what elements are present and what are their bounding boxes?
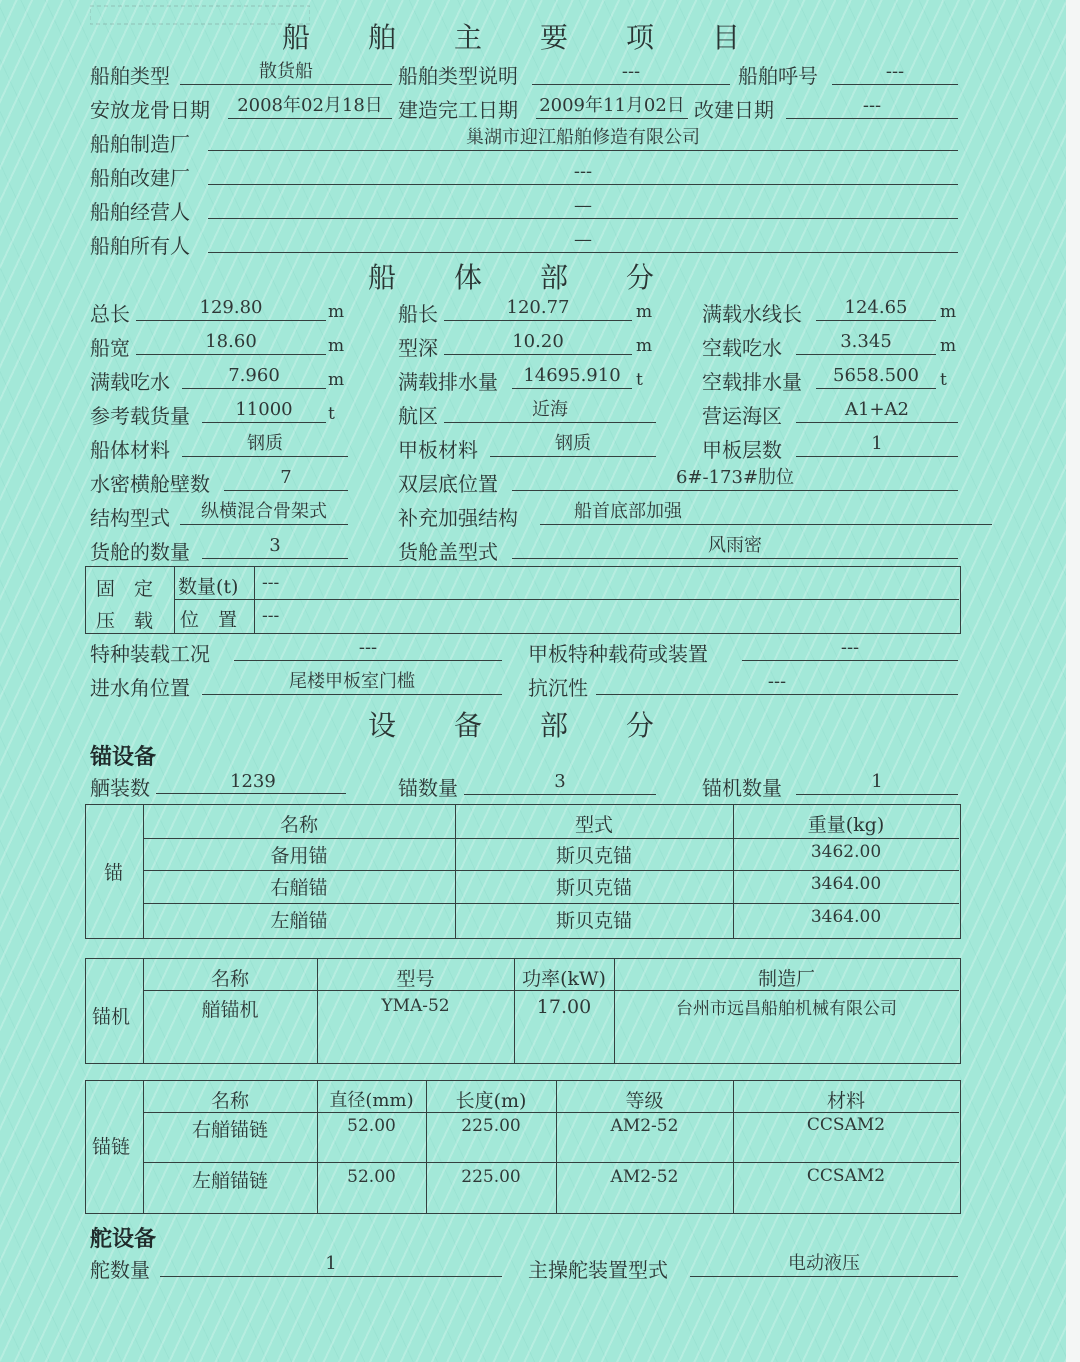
breadth-label: 船宽 bbox=[90, 336, 130, 360]
windlass-header-power: 功率(kW) bbox=[522, 968, 606, 990]
outfit-label: 舾装数 bbox=[90, 776, 150, 800]
light-draft-unit: m bbox=[940, 336, 957, 356]
chain-row-1-diameter: 52.00 bbox=[347, 1116, 396, 1136]
chain-table-side-label: 锚链 bbox=[92, 1136, 131, 1158]
light-draft-value: 3.345 bbox=[796, 330, 936, 355]
type-desc-value: --- bbox=[532, 60, 730, 85]
anchor-row-2-name: 右艏锚 bbox=[270, 877, 328, 899]
steering-label: 主操舵装置型式 bbox=[528, 1258, 668, 1282]
steering-value: 电动液压 bbox=[690, 1252, 958, 1277]
anchor-section-title: 锚设备 bbox=[90, 745, 157, 770]
ship-type-label: 船舶类型 bbox=[90, 64, 170, 88]
windlass-header-model: 型号 bbox=[396, 968, 435, 990]
hatch-value: 风雨密 bbox=[512, 534, 958, 559]
ballast-pos-label: 位 置 bbox=[180, 609, 238, 631]
complete-date-label: 建造完工日期 bbox=[398, 98, 518, 122]
rebuild-date-label: 改建日期 bbox=[694, 98, 774, 122]
type-desc-label: 船舶类型说明 bbox=[398, 64, 518, 88]
anchor-count-label: 锚数量 bbox=[398, 776, 458, 800]
ballast-pos-value: --- bbox=[262, 606, 280, 626]
holds-label: 货舱的数量 bbox=[90, 540, 190, 564]
windlass-header-name: 名称 bbox=[210, 968, 249, 990]
bulkheads-label: 水密横舱壁数 bbox=[90, 472, 210, 496]
structure-label: 结构型式 bbox=[90, 506, 170, 530]
anchor-header-weight: 重量(kg) bbox=[807, 814, 885, 836]
deck-special-label: 甲板特种载荷或装置 bbox=[528, 642, 708, 666]
light-disp-value: 5658.500 bbox=[816, 364, 936, 389]
windlass-table-side-label: 锚机 bbox=[92, 1006, 131, 1028]
rebuilder-label: 船舶改建厂 bbox=[90, 166, 190, 190]
lwl-value: 124.65 bbox=[816, 296, 936, 321]
owner-value: — bbox=[208, 228, 958, 253]
full-draft-label: 满载吃水 bbox=[90, 370, 170, 394]
rebuilder-value: --- bbox=[208, 160, 958, 185]
double-bottom-value: 6#-173#肋位 bbox=[512, 466, 958, 491]
chain-header-material: 材料 bbox=[826, 1090, 865, 1112]
anchor-table-side-label: 锚 bbox=[104, 862, 124, 884]
unsink-value: --- bbox=[596, 670, 958, 695]
anchor-row-1-name: 备用锚 bbox=[270, 845, 328, 867]
special-load-value: --- bbox=[234, 636, 502, 661]
cargo-label: 参考载货量 bbox=[90, 404, 190, 428]
chain-row-2-grade: AM2-52 bbox=[610, 1167, 679, 1187]
op-area-value: A1+A2 bbox=[796, 398, 958, 423]
windlass-row-1-name: 艏锚机 bbox=[201, 999, 259, 1021]
breadth-unit: m bbox=[328, 336, 345, 356]
operator-label: 船舶经营人 bbox=[90, 200, 190, 224]
light-disp-unit: t bbox=[940, 370, 947, 390]
windlass-row-1-power: 17.00 bbox=[536, 996, 592, 1018]
double-bottom-label: 双层底位置 bbox=[398, 472, 498, 496]
nav-area-label: 航区 bbox=[398, 404, 438, 428]
deck-mat-label: 甲板材料 bbox=[398, 438, 478, 462]
builder-label: 船舶制造厂 bbox=[90, 132, 190, 156]
rudder-section-title: 舵设备 bbox=[90, 1227, 157, 1252]
chain-header-length: 长度(m) bbox=[455, 1090, 527, 1112]
loa-unit: m bbox=[328, 302, 345, 322]
loa-label: 总长 bbox=[90, 302, 130, 326]
anchor-row-2-type: 斯贝克锚 bbox=[555, 877, 632, 899]
rudder-count-label: 舵数量 bbox=[90, 1258, 150, 1282]
holds-value: 3 bbox=[202, 534, 348, 559]
builder-value: 巢湖市迎江船舶修造有限公司 bbox=[208, 126, 958, 151]
anchor-count-value: 3 bbox=[464, 770, 656, 795]
windlass-row-1-maker: 台州市远昌船舶机械有限公司 bbox=[676, 999, 897, 1019]
deck-layers-value: 1 bbox=[796, 432, 958, 457]
outfit-value: 1239 bbox=[156, 770, 346, 794]
ship-type-value: 散货船 bbox=[180, 60, 392, 85]
complete-date-value: 2009年11月02日 bbox=[536, 94, 688, 119]
deck-special-value: --- bbox=[742, 636, 958, 661]
rudder-count-value: 1 bbox=[160, 1252, 502, 1277]
anchor-row-3-weight: 3464.00 bbox=[810, 907, 882, 927]
hull-mat-label: 船体材料 bbox=[90, 438, 170, 462]
special-load-label: 特种装载工况 bbox=[90, 642, 210, 666]
rebuild-date-value: --- bbox=[786, 94, 958, 119]
ballast-qty-label: 数量(t) bbox=[178, 576, 239, 598]
unsink-label: 抗沉性 bbox=[528, 676, 588, 700]
depth-unit: m bbox=[636, 336, 653, 356]
lbp-unit: m bbox=[636, 302, 653, 322]
hull-mat-value: 钢质 bbox=[182, 432, 348, 457]
section-title-equipment: 设备部分 bbox=[367, 709, 712, 742]
full-disp-unit: t bbox=[636, 370, 643, 390]
anchor-row-3-name: 左艏锚 bbox=[270, 910, 328, 932]
chain-header-grade: 等级 bbox=[625, 1090, 664, 1112]
breadth-value: 18.60 bbox=[136, 330, 326, 355]
chain-row-2-material: CCSAM2 bbox=[806, 1166, 886, 1186]
call-sign-value: --- bbox=[832, 60, 958, 85]
section-title-main: 船舶主要项目 bbox=[281, 21, 798, 54]
windlass-row-1-model: YMA-52 bbox=[381, 996, 450, 1016]
keel-date-label: 安放龙骨日期 bbox=[90, 98, 210, 122]
operator-value: — bbox=[208, 194, 958, 219]
chain-row-2-length: 225.00 bbox=[461, 1167, 521, 1187]
lbp-value: 120.77 bbox=[444, 296, 632, 321]
anchor-header-type: 型式 bbox=[574, 814, 613, 836]
light-disp-label: 空载排水量 bbox=[702, 370, 802, 394]
flood-value: 尾楼甲板室门槛 bbox=[202, 670, 502, 695]
hatch-label: 货舱盖型式 bbox=[398, 540, 498, 564]
chain-header-diameter: 直径(mm) bbox=[329, 1090, 414, 1111]
deck-layers-label: 甲板层数 bbox=[702, 438, 782, 462]
cargo-value: 11000 bbox=[202, 398, 326, 423]
ballast-label-line2: 压 载 bbox=[96, 610, 154, 632]
ballast-qty-value: --- bbox=[262, 573, 280, 593]
full-draft-unit: m bbox=[328, 370, 345, 390]
full-disp-label: 满载排水量 bbox=[398, 370, 498, 394]
lbp-label: 船长 bbox=[398, 302, 438, 326]
chain-row-1-name: 右艏锚链 bbox=[191, 1119, 268, 1141]
deck-mat-value: 钢质 bbox=[490, 432, 656, 457]
loa-value: 129.80 bbox=[136, 296, 326, 321]
chain-row-1-material: CCSAM2 bbox=[806, 1115, 886, 1135]
anchor-row-2-weight: 3464.00 bbox=[810, 874, 882, 894]
flood-label: 进水角位置 bbox=[90, 676, 190, 700]
lwl-label: 满载水线长 bbox=[702, 302, 802, 326]
op-area-label: 营运海区 bbox=[702, 404, 782, 428]
keel-date-value: 2008年02月18日 bbox=[228, 94, 392, 119]
reinforce-value: 船首底部加强 bbox=[540, 500, 992, 525]
windlass-count-value: 1 bbox=[796, 770, 958, 795]
chain-row-2-diameter: 52.00 bbox=[347, 1167, 396, 1187]
depth-value: 10.20 bbox=[444, 330, 632, 355]
owner-label: 船舶所有人 bbox=[90, 234, 190, 258]
anchor-row-1-weight: 3462.00 bbox=[810, 842, 882, 862]
bulkheads-value: 7 bbox=[224, 466, 348, 491]
section-title-hull: 船体部分 bbox=[367, 261, 712, 294]
anchor-row-1-type: 斯贝克锚 bbox=[555, 845, 632, 867]
anchor-row-3-type: 斯贝克锚 bbox=[555, 910, 632, 932]
depth-label: 型深 bbox=[398, 336, 438, 360]
chain-row-2-name: 左艏锚链 bbox=[191, 1170, 268, 1192]
cargo-unit: t bbox=[328, 404, 335, 424]
structure-value: 纵横混合骨架式 bbox=[180, 500, 348, 525]
chain-header-name: 名称 bbox=[210, 1090, 249, 1112]
chain-row-1-grade: AM2-52 bbox=[610, 1116, 679, 1136]
full-draft-value: 7.960 bbox=[182, 364, 326, 389]
ballast-label-line1: 固 定 bbox=[96, 578, 154, 600]
chain-row-1-length: 225.00 bbox=[461, 1116, 521, 1136]
light-draft-label: 空载吃水 bbox=[702, 336, 782, 360]
reinforce-label: 补充加强结构 bbox=[398, 506, 518, 530]
full-disp-value: 14695.910 bbox=[512, 364, 632, 389]
anchor-header-name: 名称 bbox=[279, 814, 318, 836]
lwl-unit: m bbox=[940, 302, 957, 322]
call-sign-label: 船舶呼号 bbox=[738, 64, 818, 88]
windlass-count-label: 锚机数量 bbox=[702, 776, 782, 800]
windlass-header-maker: 制造厂 bbox=[757, 968, 815, 990]
page-edge bbox=[1066, 0, 1080, 1362]
nav-area-value: 近海 bbox=[444, 398, 656, 423]
